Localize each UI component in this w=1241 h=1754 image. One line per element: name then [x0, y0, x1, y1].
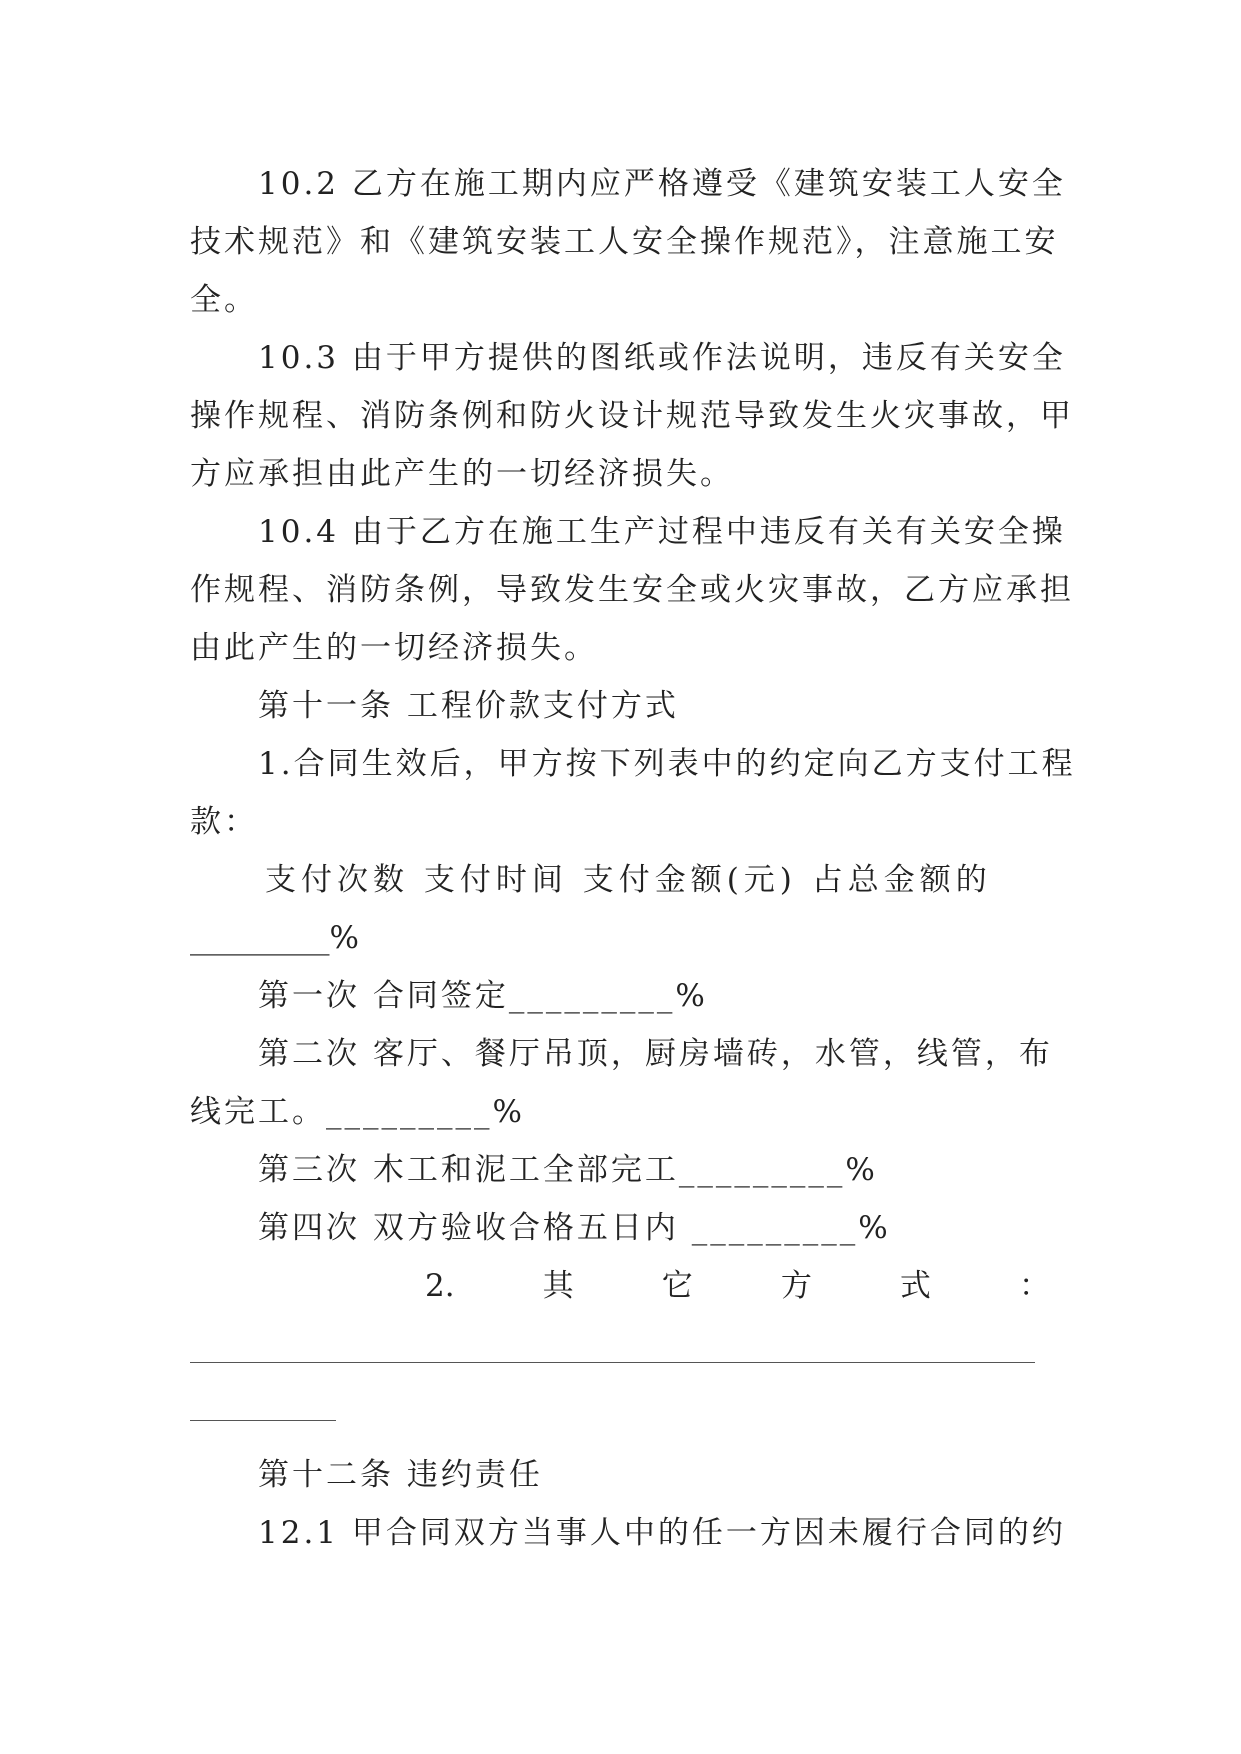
- payment-second-line-1: 第二次 客厅、餐厅吊顶，厨房墙砖，水管，线管，布: [258, 1036, 1053, 1072]
- clause-10-2-line-3: 全。: [190, 282, 258, 318]
- other-method-char-4: 式: [899, 1268, 931, 1304]
- clause-12-1-line-1: 12.1 甲合同双方当事人中的任一方因未履行合同的约: [258, 1515, 1066, 1551]
- other-method-colon: ：: [1018, 1268, 1050, 1304]
- other-method-line: [425, 1257, 1050, 1315]
- clause-10-4-line-2: 作规程、消防条例，导致发生安全或火灾事故，乙方应承担: [190, 572, 1074, 608]
- clause-10-3-line-1: 10.3 由于甲方提供的图纸或作法说明，违反有关安全: [258, 340, 1066, 376]
- article-11-item-1-line-2: 款：: [190, 804, 258, 840]
- article-11-item-1-line-1: 1.合同生效后，甲方按下列表中的约定向乙方支付工程: [258, 746, 1076, 782]
- payment-fourth: 第四次 双方验收合格五日内 _________%: [258, 1210, 891, 1246]
- clause-10-4-line-1: 10.4 由于乙方在施工生产过程中违反有关有关安全操: [258, 514, 1066, 550]
- blank-line-long: [190, 1362, 1035, 1363]
- other-method-char-1: 其: [542, 1268, 574, 1304]
- clause-10-2-line-1: 10.2 乙方在施工期内应严格遵受《建筑安装工人安全: [258, 166, 1066, 202]
- article-11-heading: 第十一条 工程价款支付方式: [258, 688, 679, 724]
- clause-10-2-line-2: 技术规范》和《建筑安装工人安全操作规范》，注意施工安: [190, 224, 1059, 260]
- other-method-char-3: 方: [780, 1268, 812, 1304]
- payment-table-header-percent: _________%: [190, 920, 359, 956]
- clause-10-3-line-2: 操作规程、消防条例和防火设计规范导致发生火灾事故，甲: [190, 398, 1074, 434]
- payment-first: 第一次 合同签定_________%: [258, 978, 708, 1014]
- other-method-char-2: 它: [661, 1268, 693, 1304]
- clause-10-4-line-3: 由此产生的一切经济损失。: [190, 630, 598, 666]
- article-12-heading: 第十二条 违约责任: [258, 1457, 543, 1493]
- payment-table-header: 支付次数 支付时间 支付金额(元) 占总金额的: [265, 862, 992, 898]
- payment-third: 第三次 木工和泥工全部完工_________%: [258, 1152, 878, 1188]
- blank-line-short: [190, 1420, 336, 1421]
- payment-second-line-2: 线完工。_________%: [190, 1094, 525, 1130]
- other-method-number: 2.: [425, 1268, 455, 1304]
- clause-10-3-line-3: 方应承担由此产生的一切经济损失。: [190, 456, 734, 492]
